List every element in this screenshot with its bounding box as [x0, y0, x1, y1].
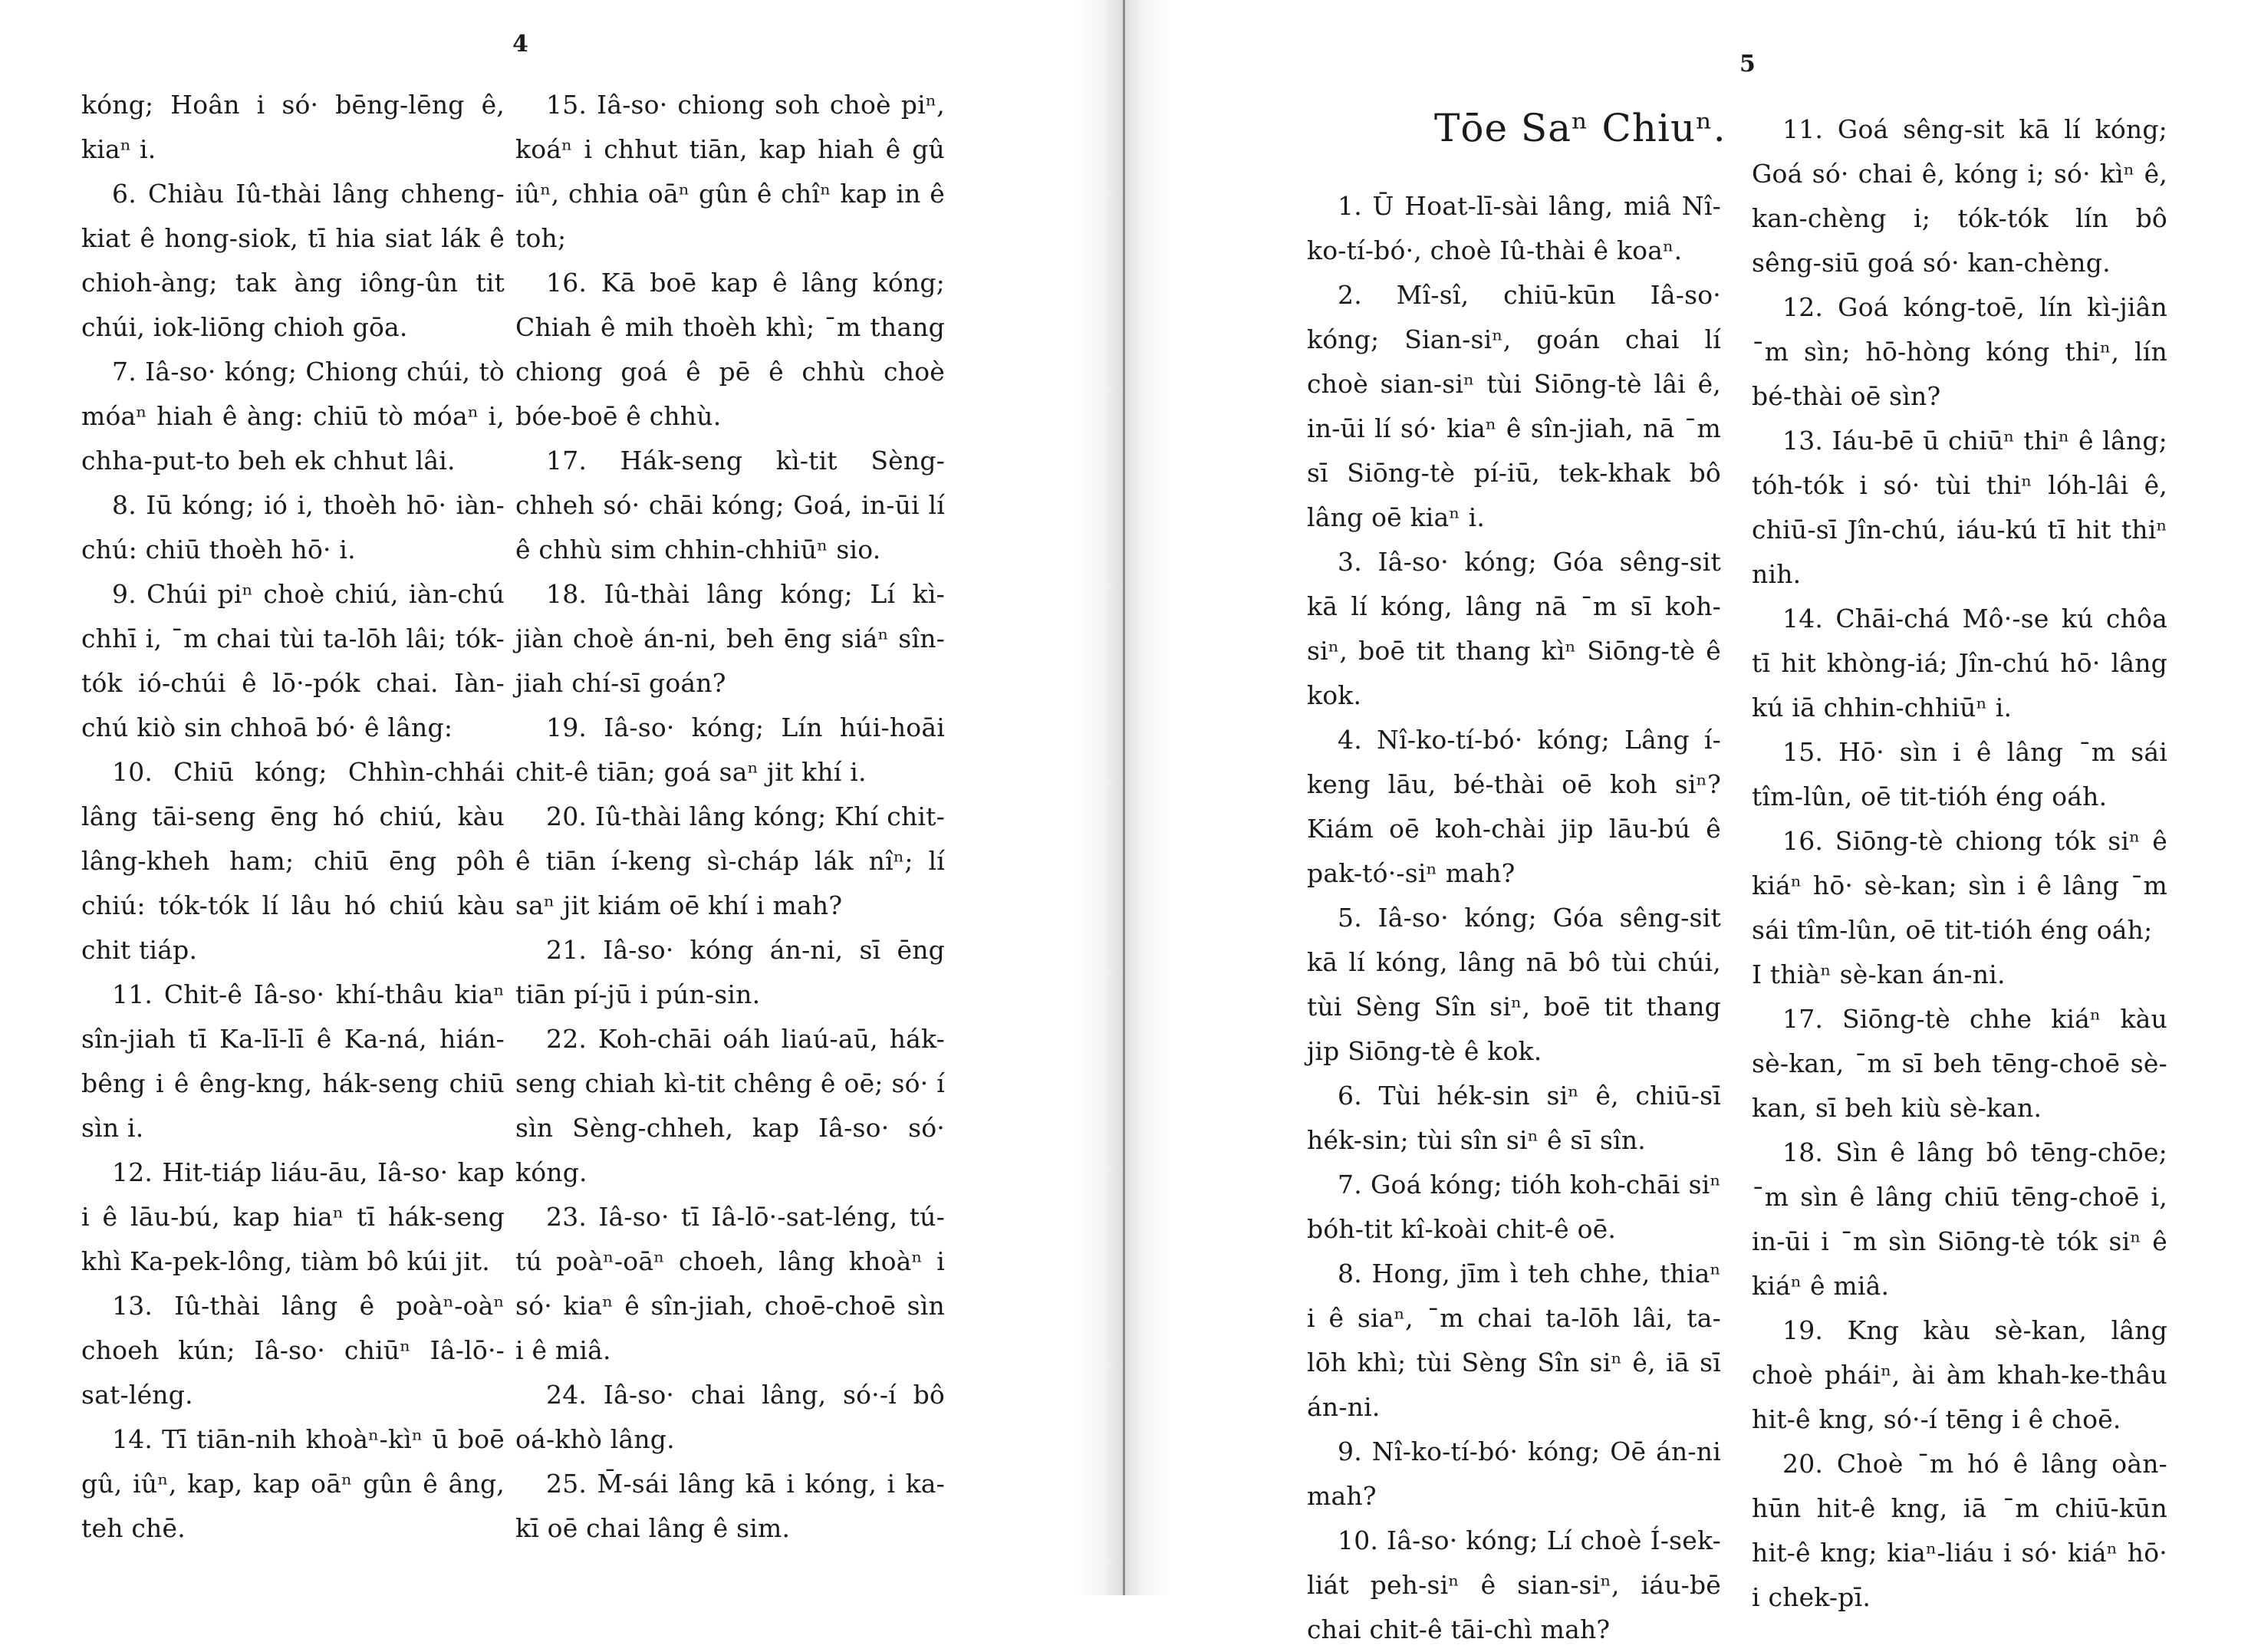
verse-paragraph: 1. Ū Hoat-lī-sài lâng, miâ Nî-ko-tí-bó·, choè Iû-thài ê koaⁿ.: [1307, 191, 1721, 265]
verse-paragraph: 13. Iû-thài lâng ê poàⁿ-oàⁿ choeh kún; Iâ-so· chiūⁿ Iâ-lō·-sat-léng.: [81, 1291, 505, 1410]
book-gutter: [1074, 0, 1173, 1595]
verse-paragraph: 12. Goá kóng-toē, lín kì-jiân ˉm sìn; hō-hòng kóng thiⁿ, lín bé-thài oē sìn?: [1752, 292, 2167, 411]
right-page-column-1: [1307, 184, 1721, 1652]
verse-paragraph: 12. Hit-tiáp liáu-āu, Iâ-so· kap i ê lāu-bú, kap hiaⁿ tī hák-seng khì Ka-pek-lông, tiàm bô kúi jit.: [81, 1157, 505, 1276]
paragraph: I thiàⁿ sè-kan án-ni.: [1752, 959, 2006, 989]
left-page-column-2: [515, 83, 945, 1551]
right-page: [1173, 0, 2261, 1644]
verse-paragraph: 15. Iâ-so· chiong soh choè piⁿ, koáⁿ i chhut tiān, kap hiah ê gû iûⁿ, chhia oāⁿ gûn ê chîⁿ kap in ê toh;: [515, 90, 945, 253]
left-page: [0, 0, 1074, 1595]
verse-paragraph: 10. Chiū kóng; Chhìn-chhái lâng tāi-seng ēng hó chiú, kàu lâng-kheh ham; chiū ēng pôh chiú: tók-tók lí lâu hó chiú kàu chit tiáp.: [81, 757, 505, 965]
verse-paragraph: 3. Iâ-so· kóng; Góa sêng-sit kā lí kóng, lâng nā ˉm sī koh-siⁿ, boē tit thang kìⁿ Siōng-tè ê kok.: [1307, 547, 1721, 710]
verse-paragraph: 7. Goá kóng; tióh koh-chāi siⁿ bóh-tit kî-koài chit-ê oē.: [1307, 1170, 1721, 1244]
verse-paragraph: 20. Iû-thài lâng kóng; Khí chit-ê tiān í-keng sì-cháp lák nîⁿ; lí saⁿ jit kiám oē khí i mah?: [515, 801, 945, 920]
verse-paragraph: 16. Siōng-tè chiong tók siⁿ ê kiáⁿ hō· sè-kan; sìn i ê lâng ˉm sái tîm-lûn, oē tit-tióh éng oáh;: [1752, 826, 2167, 945]
verse-paragraph: 9. Chúi piⁿ choè chiú, iàn-chú chhī i, ˉm chai tùi ta-lōh lâi; tók-tók ió-chúi ê lō·-pók chai. Iàn-chú kiò sin chhoā bó· ê lâng:: [81, 579, 505, 742]
verse-paragraph: 14. Tī tiān-nih khoàⁿ-kìⁿ ū boē gû, iûⁿ, kap, kap oāⁿ gûn ê âng, teh chē.: [81, 1424, 505, 1543]
verse-paragraph: 2. Mî-sî, chiū-kūn Iâ-so· kóng; Sian-siⁿ, goán chai lí choè sian-siⁿ tùi Siōng-tè lâi ê, in-ūi lí só· kiaⁿ ê sîn-jiah, nā ˉm sī Siōng-tè pí-iū, tek-khak bô lâng oē kiaⁿ i.: [1307, 280, 1721, 532]
chapter-title: Tōe Saⁿ Chiuⁿ.: [1434, 106, 1726, 150]
verse-paragraph: 6. Tùi hék-sin siⁿ ê, chiū-sī hék-sin; tùi sîn siⁿ ê sī sîn.: [1307, 1081, 1721, 1155]
verse-paragraph: 11. Chit-ê Iâ-so· khí-thâu kiaⁿ sîn-jiah tī Ka-lī-lī ê Ka-ná, hián-bêng i ê êng-kng, hák-seng chiū sìn i.: [81, 979, 505, 1143]
verse-paragraph: 17. Siōng-tè chhe kiáⁿ kàu sè-kan, ˉm sī beh tēng-choē sè-kan, sī beh kiù sè-kan.: [1752, 1004, 2167, 1123]
verse-paragraph: 7. Iâ-so· kóng; Chiong chúi, tò móaⁿ hiah ê àng: chiū tò móaⁿ i, chha-put-to beh ek chhut lâi.: [81, 357, 505, 476]
verse-paragraph: 14. Chāi-chá Mô·-se kú chôa tī hit khòng-iá; Jîn-chú hō· lâng kú iā chhin-chhiūⁿ i.: [1752, 604, 2167, 722]
verse-paragraph: 19. Iâ-so· kóng; Lín húi-hoāi chit-ê tiān; goá saⁿ jit khí i.: [515, 712, 945, 787]
fold-line: [1123, 0, 1125, 1595]
verse-paragraph: 6. Chiàu Iû-thài lâng chheng-kiat ê hong-siok, tī hia siat lák ê chioh-àng; tak àng iông-ûn tit chúi, iok-liōng chioh gōa.: [81, 179, 505, 342]
verse-paragraph: 5. Iâ-so· kóng; Góa sêng-sit kā lí kóng, lâng nā bô tùi chúi, tùi Sèng Sîn siⁿ, boē tit thang jip Siōng-tè ê kok.: [1307, 903, 1721, 1066]
verse-paragraph: 16. Kā boē kap ê lâng kóng; Chiah ê mih thoèh khì; ˉm thang chiong goá ê pē ê chhù choè bóe-boē ê chhù.: [515, 268, 945, 431]
verse-paragraph: 8. Iū kóng; ió i, thoèh hō· iàn-chú: chiū thoèh hō· i.: [81, 490, 505, 564]
verse-paragraph: 24. Iâ-so· chai lâng, só·-í bô oá-khò lâng.: [515, 1380, 945, 1454]
verse-paragraph: 25. M̄-sái lâng kā i kóng, i ka-kī oē chai lâng ê sim.: [515, 1469, 945, 1543]
paragraph: kóng; Hoân i só· bēng-lēng ê, kiaⁿ i.: [81, 90, 505, 164]
verse-paragraph: 20. Choè ˉm hó ê lâng oàn-hūn hit-ê kng, iā ˉm chiū-kūn hit-ê kng; kiaⁿ-liáu i só· kiáⁿ hō· i chek-pī.: [1752, 1449, 2167, 1612]
verse-paragraph: 18. Sìn ê lâng bô tēng-chōe; ˉm sìn ê lâng chiū tēng-choē i, in-ūi i ˉm sìn Siōng-tè tók siⁿ ê kiáⁿ ê miâ.: [1752, 1137, 2167, 1301]
verse-paragraph: 23. Iâ-so· tī Iâ-lō·-sat-léng, tú-tú poàⁿ-oāⁿ choeh, lâng khoàⁿ i só· kiaⁿ ê sîn-jiah, choē-choē sìn i ê miâ.: [515, 1202, 945, 1365]
verse-paragraph: 21. Iâ-so· kóng án-ni, sī ēng tiān pí-jū i pún-sin.: [515, 935, 945, 1009]
verse-paragraph: 22. Koh-chāi oáh liaú-aū, hák-seng chiah kì-tit chêng ê oē; só· í sìn Sèng-chheh, kap Iâ-so· só· kóng.: [515, 1024, 945, 1187]
page-number-left: 4: [512, 31, 528, 58]
verse-paragraph: 19. Kng kàu sè-kan, lâng choè pháiⁿ, ài àm khah-ke-thâu hit-ê kng, só·-í tēng i ê choē.: [1752, 1315, 2167, 1434]
verse-paragraph: 13. Iáu-bē ū chiūⁿ thiⁿ ê lâng; tóh-tók i só· tùi thiⁿ lóh-lâi ê, chiū-sī Jîn-chú, iáu-kú tī hit thiⁿ nih.: [1752, 426, 2167, 589]
left-page-column-1: [81, 83, 505, 1551]
verse-paragraph: 11. Goá sêng-sit kā lí kóng; Goá só· chai ê, kóng i; só· kìⁿ ê, kan-chèng i; tók-tók lín bô sêng-siū goá só· kan-chèng.: [1752, 114, 2167, 278]
verse-paragraph: 15. Hō· sìn i ê lâng ˉm sái tîm-lûn, oē tit-tióh éng oáh.: [1752, 737, 2167, 811]
verse-paragraph: 9. Nî-ko-tí-bó· kóng; Oē án-ni mah?: [1307, 1436, 1721, 1511]
right-page-column-2: [1752, 107, 2167, 1620]
verse-paragraph: 10. Iâ-so· kóng; Lí choè Í-sek-liát peh-siⁿ ê sian-siⁿ, iáu-bē chai chit-ê tāi-chì mah?: [1307, 1525, 1721, 1644]
verse-paragraph: 18. Iû-thài lâng kóng; Lí kì-jiàn choè án-ni, beh ēng siáⁿ sîn-jiah chí-sī goán?: [515, 579, 945, 698]
verse-paragraph: 17. Hák-seng kì-tit Sèng-chheh só· chāi kóng; Goá, in-ūi lí ê chhù sim chhin-chhiūⁿ sio.: [515, 446, 945, 564]
verse-paragraph: 8. Hong, jīm ì teh chhe, thiaⁿ i ê siaⁿ, ˉm chai ta-lōh lâi, ta-lōh khì; tùi Sèng Sîn siⁿ ê, iā sī án-ni.: [1307, 1259, 1721, 1422]
verse-paragraph: 4. Nî-ko-tí-bó· kóng; Lâng í-keng lāu, bé-thài oē koh siⁿ? Kiám oē koh-chài jip lāu-bú ê pak-tó·-siⁿ mah?: [1307, 725, 1721, 888]
page-number-right: 5: [1739, 51, 1756, 77]
